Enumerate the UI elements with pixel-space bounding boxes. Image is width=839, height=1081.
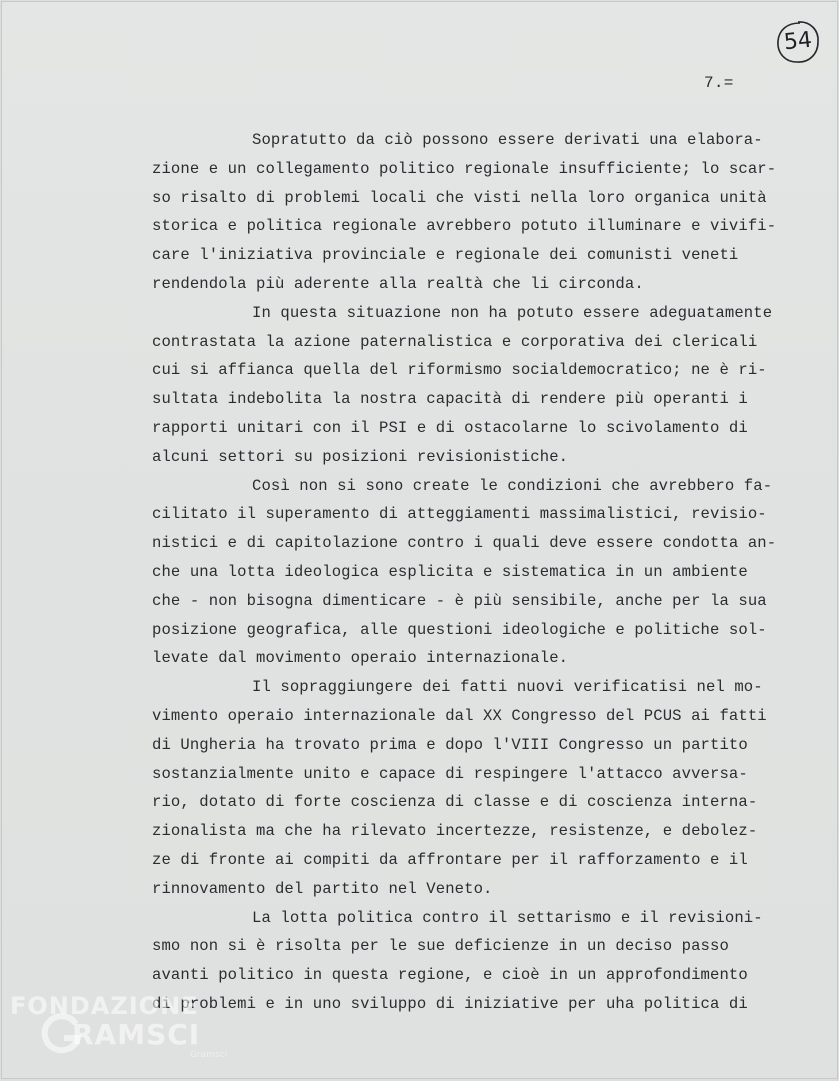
text-line: Sopratutto da ciò possono essere derivati una elabora- xyxy=(252,131,763,149)
text-line: cui si affianca quella del riformismo socialdemocratico; ne è ri- xyxy=(152,361,767,380)
document-page xyxy=(1,1,838,1079)
text-line: sultata indebolita la nostra capacità di rendere più operanti i xyxy=(152,390,748,409)
text-line: storica e politica regionale avrebbero potuto illuminare e vivifi- xyxy=(152,217,777,236)
text-line: rapporti unitari con il PSI e di ostacolarne lo scivolamento di xyxy=(152,418,748,437)
text-line: contrastata la azione paternalistica e corporativa dei clericali xyxy=(152,332,758,351)
text-line: zione e un collegamento politico regionale insufficiente; lo scar- xyxy=(152,159,777,178)
text-line: che - non bisogna dimenticare - è più sensibile, anche per la sua xyxy=(152,591,767,610)
folio-stamp xyxy=(775,19,821,65)
text-line: smo non si è risolta per le sue deficienze in un deciso passo xyxy=(152,937,729,956)
text-line: nistici e di capitolazione contro i quali deve essere condotta an- xyxy=(152,534,777,553)
body-text xyxy=(152,126,802,1019)
watermark-sub: Gramsci xyxy=(190,1050,228,1060)
text-line: di problemi e in uno sviluppo di iniziative per uha politica di xyxy=(152,994,748,1013)
text-line: sostanzialmente unito e capace di respingere l'attacco avversa- xyxy=(152,764,748,783)
text-line: In questa situazione non ha potuto essere adeguatamente xyxy=(252,303,773,322)
text-line: rio, dotato di forte coscienza di classe e di coscienza interna- xyxy=(152,793,758,812)
text-line: La lotta politica contro il settarismo e il revisioni- xyxy=(252,908,763,927)
page-number: 7.= xyxy=(704,74,734,92)
watermark-line2: RAMSCI xyxy=(72,1018,201,1051)
text-line: avanti politico in questa regione, e cioè in un approfondimento xyxy=(152,966,748,985)
text-line: Così non si sono create le condizioni che avrebbero fa- xyxy=(252,476,773,495)
watermark-line1: FONDAZIONE xyxy=(10,992,199,1020)
fondazione-gramsci-watermark xyxy=(10,990,240,1070)
text-line: Il sopraggiungere dei fatti nuovi verificatisi nel mo- xyxy=(252,678,763,697)
text-line: zionalista ma che ha rilevato incertezze, resistenze, e debolez- xyxy=(152,822,758,841)
text-line: so risalto di problemi locali che visti nella loro organica unità xyxy=(152,188,767,207)
text-line: cilitato il superamento di atteggiamenti massimalistici, revisio- xyxy=(152,505,767,524)
text-line: alcuni settori su posizioni revisionistiche. xyxy=(152,447,569,466)
folio-number: 54 xyxy=(782,27,814,56)
text-line: vimento operaio internazionale dal XX Congresso del PCUS ai fatti xyxy=(152,706,767,725)
text-line: ze di fronte ai compiti da affrontare per il rafforzamento e il xyxy=(152,850,748,869)
text-line: che una lotta ideologica esplicita e sistematica in un ambiente xyxy=(152,562,748,581)
text-line: care l'iniziativa provinciale e regionale dei comunisti veneti xyxy=(152,246,739,265)
text-line: rendendola più aderente alla realtà che li circonda. xyxy=(152,274,644,293)
text-line: di Ungheria ha trovato prima e dopo l'VIII Congresso un partito xyxy=(152,735,748,754)
text-line: rinnovamento del partito nel Veneto. xyxy=(152,879,493,898)
text-line: posizione geografica, alle questioni ideologiche e politiche sol- xyxy=(152,620,767,639)
text-line: levate dal movimento operaio internazionale. xyxy=(152,649,569,668)
